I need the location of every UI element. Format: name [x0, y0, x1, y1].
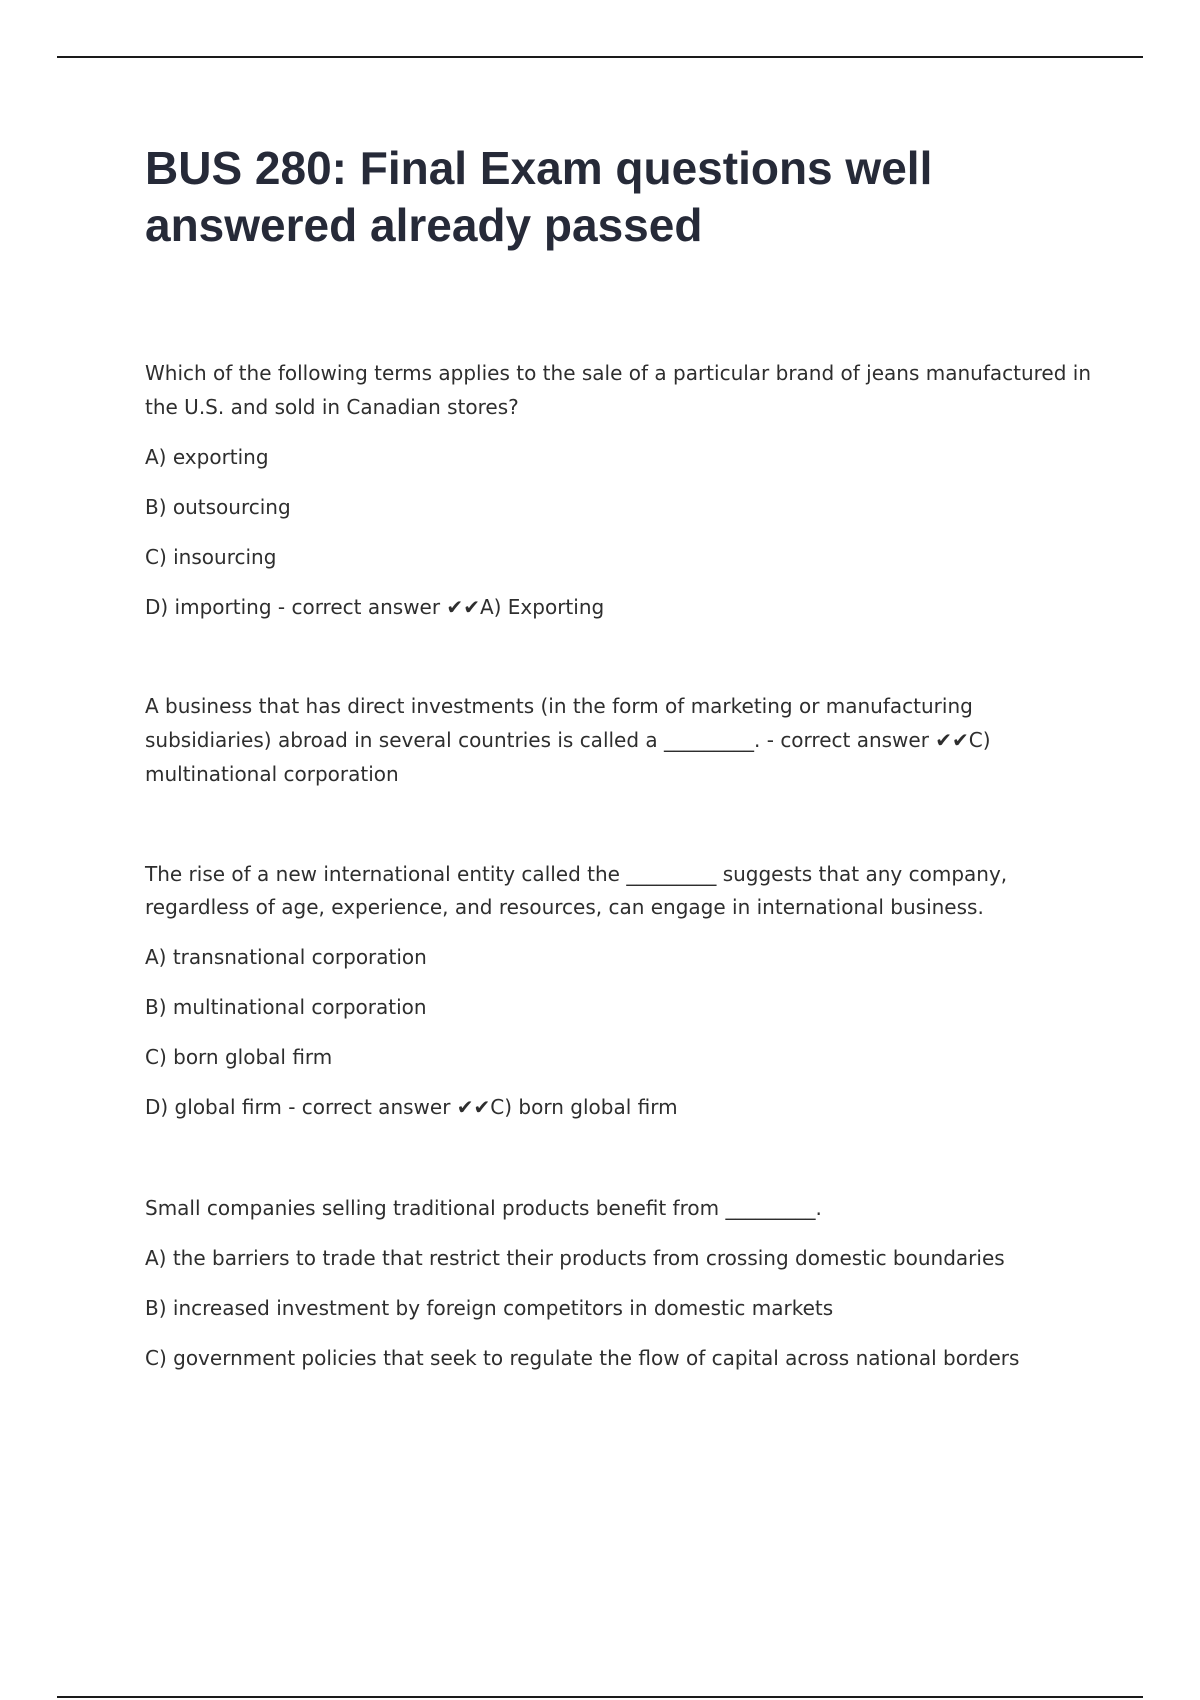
answer-option: B) multinational corporation — [145, 995, 427, 1019]
question-stem: A business that has direct investments (in the form of marketing or manufacturing subsidiaries) abroad in several countries is called a _________. - correct answer ✔✔C) multinational corporation — [145, 694, 991, 786]
answer-option: C) born global firm — [145, 1045, 333, 1069]
question-1 — [145, 356, 1095, 640]
question-3 — [145, 858, 1095, 1140]
answer-option: D) importing - correct answer ✔✔A) Exporting — [145, 595, 605, 619]
answer-option: C) government policies that seek to regulate the flow of capital across national borders — [145, 1346, 1020, 1370]
answer-option: D) global firm - correct answer ✔✔C) born global firm — [145, 1095, 678, 1119]
document-title: BUS 280: Final Exam questions well answered already passed — [145, 142, 933, 251]
answer-option: B) increased investment by foreign competitors in domestic markets — [145, 1296, 834, 1320]
answer-option: A) transnational corporation — [145, 945, 427, 969]
answer-option: C) insourcing — [145, 545, 277, 569]
question-stem: Which of the following terms applies to the sale of a particular brand of jeans manufactured in the U.S. and sold in Canadian stores? — [145, 361, 1092, 419]
answer-option: A) exporting — [145, 445, 269, 469]
bottom-divider — [57, 1696, 1143, 1698]
answer-option: A) the barriers to trade that restrict their products from crossing domestic boundaries — [145, 1246, 1005, 1270]
top-divider — [57, 56, 1143, 58]
question-4 — [145, 1191, 1095, 1391]
question-stem: Small companies selling traditional products benefit from _________. — [145, 1196, 822, 1220]
question-stem: The rise of a new international entity called the _________ suggests that any company, regardless of age, experience, and resources, can engage in international business. — [145, 862, 1008, 919]
answer-option: B) outsourcing — [145, 495, 291, 519]
question-2 — [145, 689, 1095, 791]
